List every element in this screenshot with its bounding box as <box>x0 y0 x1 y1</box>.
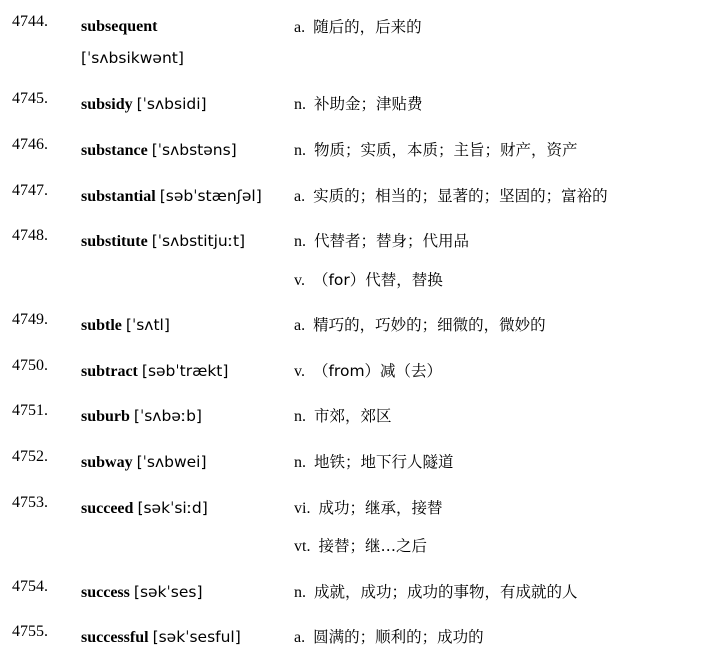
part-of-speech: n. <box>294 584 306 601</box>
phonetic: [ˈsʌbstəns] <box>151 141 237 159</box>
headword: subtract <box>81 363 138 380</box>
sense <box>294 186 608 207</box>
headword: subsequent <box>81 18 158 35</box>
sense <box>294 140 578 161</box>
definition: 圆满的；顺利的；成功的 <box>313 628 484 646</box>
definition: （from）减（去） <box>312 362 443 380</box>
sense <box>294 231 469 252</box>
part-of-speech: vt. <box>294 538 311 555</box>
sense <box>294 498 442 519</box>
part-of-speech: a. <box>294 188 306 205</box>
phonetic: [səbˈtrækt] <box>141 362 229 380</box>
phonetic: [ˈsʌtl] <box>125 316 170 334</box>
headword: subsidy <box>81 96 133 113</box>
part-of-speech: n. <box>294 408 306 425</box>
phonetic: [ˈsʌbsikwənt] <box>81 49 184 67</box>
phonetic: [səkˈsesful] <box>152 628 241 646</box>
definition: 随后的，后来的 <box>313 18 422 36</box>
entry-number: 4747. <box>12 182 48 199</box>
headword: successful <box>81 629 149 646</box>
definition: 市郊，郊区 <box>314 407 392 425</box>
headword: substantial <box>81 188 156 205</box>
part-of-speech: a. <box>294 629 306 646</box>
part-of-speech: v. <box>294 272 305 289</box>
definition: （for）代替，替换 <box>312 271 443 289</box>
entry-headword-line <box>81 452 207 473</box>
phonetic: [səbˈstænʃəl] <box>159 187 262 205</box>
entry-number: 4746. <box>12 136 48 153</box>
definition: 实质的；相当的；显著的；坚固的；富裕的 <box>313 187 608 205</box>
entry-headword-line <box>81 231 245 252</box>
entry-number: 4753. <box>12 494 48 511</box>
sense <box>294 406 392 427</box>
entry-number: 4754. <box>12 578 48 595</box>
phonetic: [ˈsʌbsidi] <box>136 95 207 113</box>
entry-number: 4745. <box>12 90 48 107</box>
entry-number: 4748. <box>12 227 48 244</box>
phonetic: [ˈsʌbwei] <box>136 453 207 471</box>
entry-headword-line <box>81 406 202 427</box>
phonetic: [ˈsʌbstitjuːt] <box>151 232 246 250</box>
part-of-speech: a. <box>294 317 306 334</box>
definition: 代替者；替身；代用品 <box>314 232 470 250</box>
part-of-speech: v. <box>294 363 305 380</box>
entry-headword-line <box>81 315 170 336</box>
sense <box>294 536 427 557</box>
definition: 物质；实质，本质；主旨；财产，资产 <box>314 141 578 159</box>
part-of-speech: n. <box>294 454 306 471</box>
entry-headword-line <box>81 582 203 603</box>
definition: 精巧的，巧妙的；细微的，微妙的 <box>313 316 546 334</box>
entry-number: 4755. <box>12 623 48 640</box>
entry-headword-line <box>81 17 157 37</box>
entry-number: 4751. <box>12 402 48 419</box>
headword: suburb <box>81 408 130 425</box>
sense <box>294 582 578 603</box>
headword: substance <box>81 142 148 159</box>
sense <box>294 361 442 382</box>
headword: substitute <box>81 233 148 250</box>
entry-headword-line <box>81 94 207 115</box>
entry-phonetic-line <box>81 48 184 69</box>
entry-headword-line <box>81 361 228 382</box>
part-of-speech: n. <box>294 142 306 159</box>
headword: succeed <box>81 500 134 517</box>
phonetic: [səkˈses] <box>133 583 203 601</box>
entry-headword-line <box>81 498 208 519</box>
entry-headword-line <box>81 140 237 161</box>
part-of-speech: vi. <box>294 500 311 517</box>
entry-number: 4752. <box>12 448 48 465</box>
entry-headword-line <box>81 186 262 207</box>
headword: subtle <box>81 317 122 334</box>
entry-number: 4744. <box>12 13 48 30</box>
sense <box>294 627 484 648</box>
definition: 接替；继…之后 <box>318 537 427 555</box>
sense <box>294 270 443 291</box>
headword: success <box>81 584 130 601</box>
definition: 补助金；津贴费 <box>314 95 423 113</box>
entry-number: 4750. <box>12 357 48 374</box>
phonetic: [səkˈsiːd] <box>137 499 208 517</box>
sense <box>294 315 546 336</box>
part-of-speech: a. <box>294 19 306 36</box>
sense <box>294 17 422 38</box>
definition: 成就，成功；成功的事物，有成就的人 <box>314 583 578 601</box>
definition: 地铁；地下行人隧道 <box>314 453 454 471</box>
part-of-speech: n. <box>294 96 306 113</box>
sense <box>294 452 454 473</box>
entry-number: 4749. <box>12 311 48 328</box>
headword: subway <box>81 454 133 471</box>
sense <box>294 94 423 115</box>
phonetic: [ˈsʌbəːb] <box>133 407 202 425</box>
part-of-speech: n. <box>294 233 306 250</box>
definition: 成功；继承，接替 <box>318 499 443 517</box>
entry-headword-line <box>81 627 241 648</box>
